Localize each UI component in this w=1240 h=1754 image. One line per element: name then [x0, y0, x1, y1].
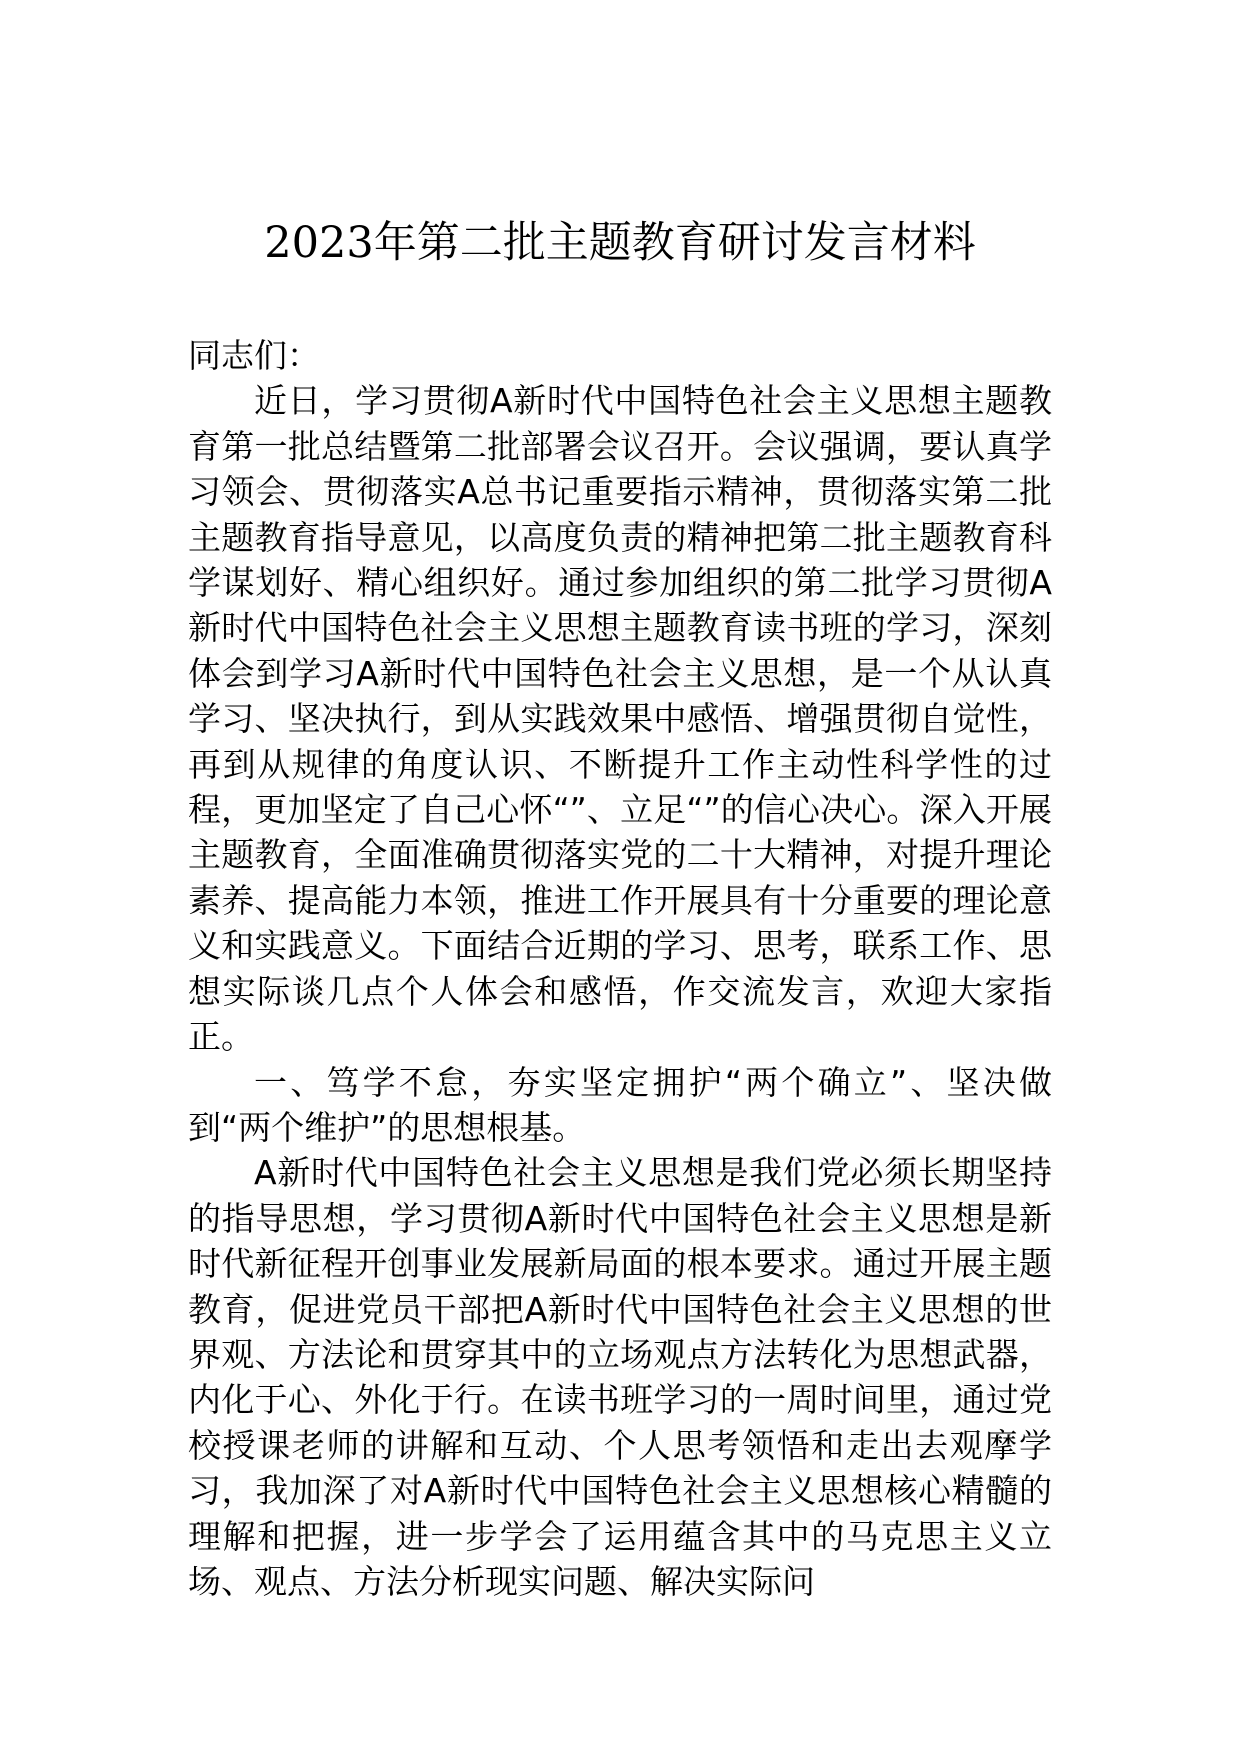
- paragraph-intro: 近日，学习贯彻A新时代中国特色社会主义思想主题教育第一批总结暨第二批部署会议召开。会议强调，要认真学习领会、贯彻落实A总书记重要指示精神，贯彻落实第二批主题教育指导意见，以高度负责的精神把第二批主题教育科学谋划好、精心组织好。通过参加组织的第二批学习贯彻A新时代中国特色社会主义思想主题教育读书班的学习，深刻体会到学习A新时代中国特色社会主义思想，是一个从认真学习、坚决执行，到从实践效果中感悟、增强贯彻自觉性，再到从规律的角度认识、不断提升工作主动性科学性的过程，更加坚定了自己心怀“”、立足“”的信心决心。深入开展主题教育，全面准确贯彻落实党的二十大精神，对提升理论素养、提高能力本领，推进工作开展具有十分重要的理论意义和实践意义。下面结合近期的学习、思考，联系工作、思想实际谈几点个人体会和感悟，作交流发言，欢迎大家指正。: [188, 381, 1052, 1057]
- salutation: 同志们：: [188, 336, 320, 375]
- section-heading-1: 一、笃学不怠，夯实坚定拥护“两个确立”、坚决做到“两个维护”的思想根基。: [188, 1062, 1052, 1147]
- paragraph-section-1: A新时代中国特色社会主义思想是我们党必须长期坚持的指导思想，学习贯彻A新时代中国特色社会主义思想是新时代新征程开创事业发展新局面的根本要求。通过开展主题教育，促进党员干部把A新时代中国特色社会主义思想的世界观、方法论和贯穿其中的立场观点方法转化为思想武器，内化于心、外化于行。在读书班学习的一周时间里，通过党校授课老师的讲解和互动、个人思考领悟和走出去观摩学习，我加深了对A新时代中国特色社会主义思想核心精髓的理解和把握，进一步学会了运用蕴含其中的马克思主义立场、观点、方法分析现实问题、解决实际问: [188, 1153, 1052, 1601]
- document-title: 2023年第二批主题教育研讨发言材料: [264, 218, 976, 268]
- document-body: [188, 333, 1052, 1604]
